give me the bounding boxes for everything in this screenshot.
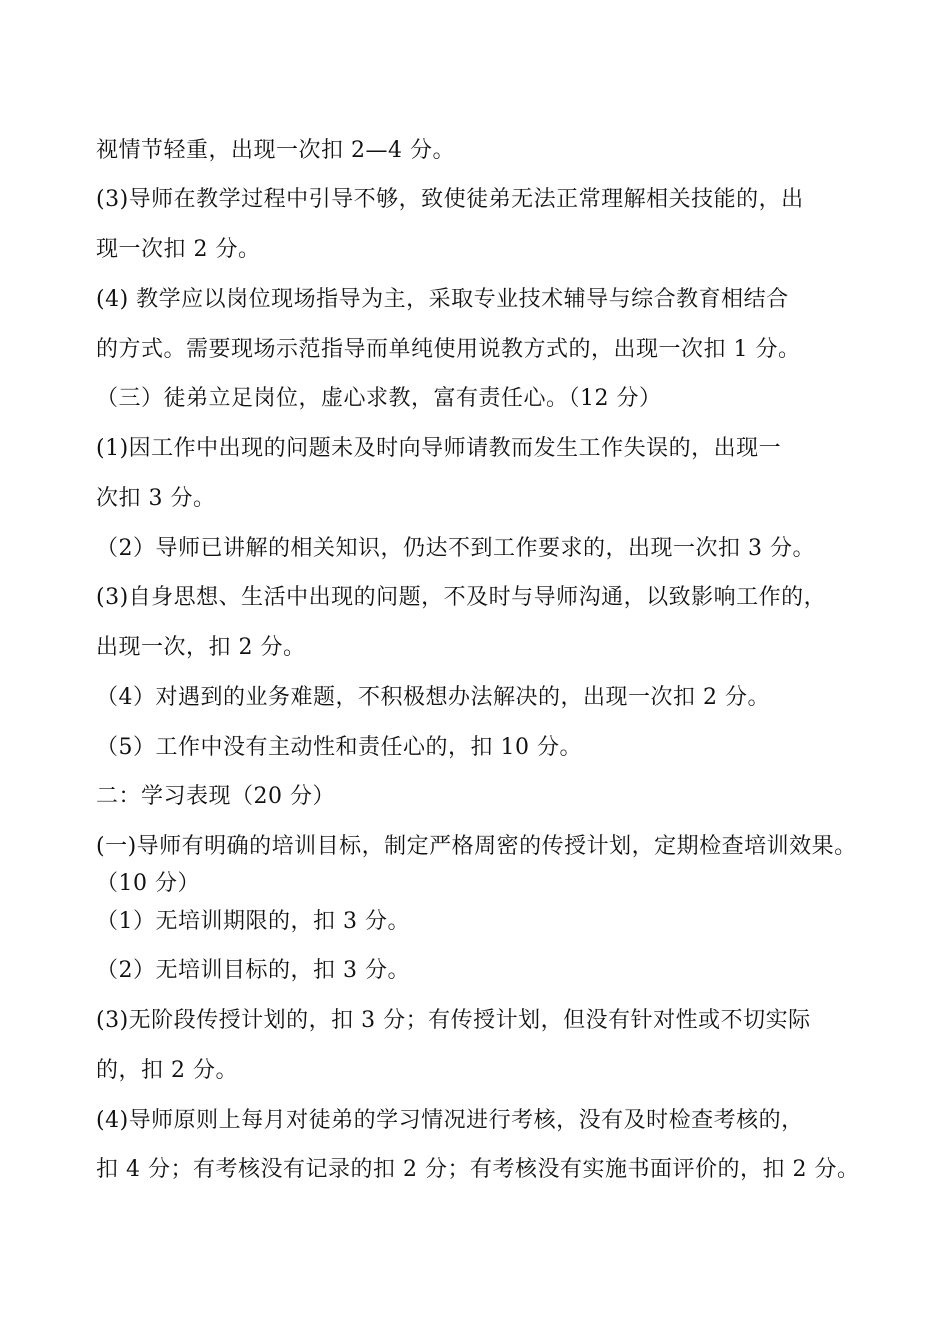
section-heading: 二：学习表现（20 分） <box>96 784 335 809</box>
text-line: 视情节轻重，出现一次扣 2—4 分。 <box>96 138 455 163</box>
text-line: （2）无培训目标的，扣 3 分。 <box>96 958 410 983</box>
section-heading: （三）徒弟立足岗位，虚心求教，富有责任心。（12 分） <box>96 386 662 411</box>
text-line: （10 分） <box>96 871 200 896</box>
text-line: 出现一次，扣 2 分。 <box>96 635 306 660</box>
text-line: 次扣 3 分。 <box>96 486 216 511</box>
text-line: （2）导师已讲解的相关知识，仍达不到工作要求的，出现一次扣 3 分。 <box>96 536 815 561</box>
text-line: 扣 4 分；有考核没有记录的扣 2 分；有考核没有实施书面评价的，扣 2 分。 <box>96 1157 860 1182</box>
text-line: 的，扣 2 分。 <box>96 1058 238 1083</box>
text-line: (3)导师在教学过程中引导不够，致使徒弟无法正常理解相关技能的，出 <box>96 187 804 212</box>
text-line: (1)因工作中出现的问题未及时向导师请教而发生工作失误的，出现一 <box>96 436 782 461</box>
text-line: (3)无阶段传授计划的，扣 3 分；有传授计划，但没有针对性或不切实际 <box>96 1008 811 1033</box>
text-line: (3)自身思想、生活中出现的问题，不及时与导师沟通，以致影响工作的， <box>96 585 827 610</box>
text-line: 的方式。需要现场示范指导而单纯使用说教方式的，出现一次扣 1 分。 <box>96 337 801 362</box>
text-line: （5）工作中没有主动性和责任心的，扣 10 分。 <box>96 735 582 760</box>
text-line: （1）无培训期限的，扣 3 分。 <box>96 909 410 934</box>
text-line: (一)导师有明确的培训目标，制定严格周密的传授计划，定期检查培训效果。 <box>96 834 857 859</box>
text-line: （4）对遇到的业务难题，不积极想办法解决的，出现一次扣 2 分。 <box>96 685 770 710</box>
text-line: (4)导师原则上每月对徒弟的学习情况进行考核，没有及时检查考核的， <box>96 1108 804 1133</box>
text-line: (4) 教学应以岗位现场指导为主，采取专业技术辅导与综合教育相结合 <box>96 287 789 312</box>
text-line: 现一次扣 2 分。 <box>96 237 261 262</box>
